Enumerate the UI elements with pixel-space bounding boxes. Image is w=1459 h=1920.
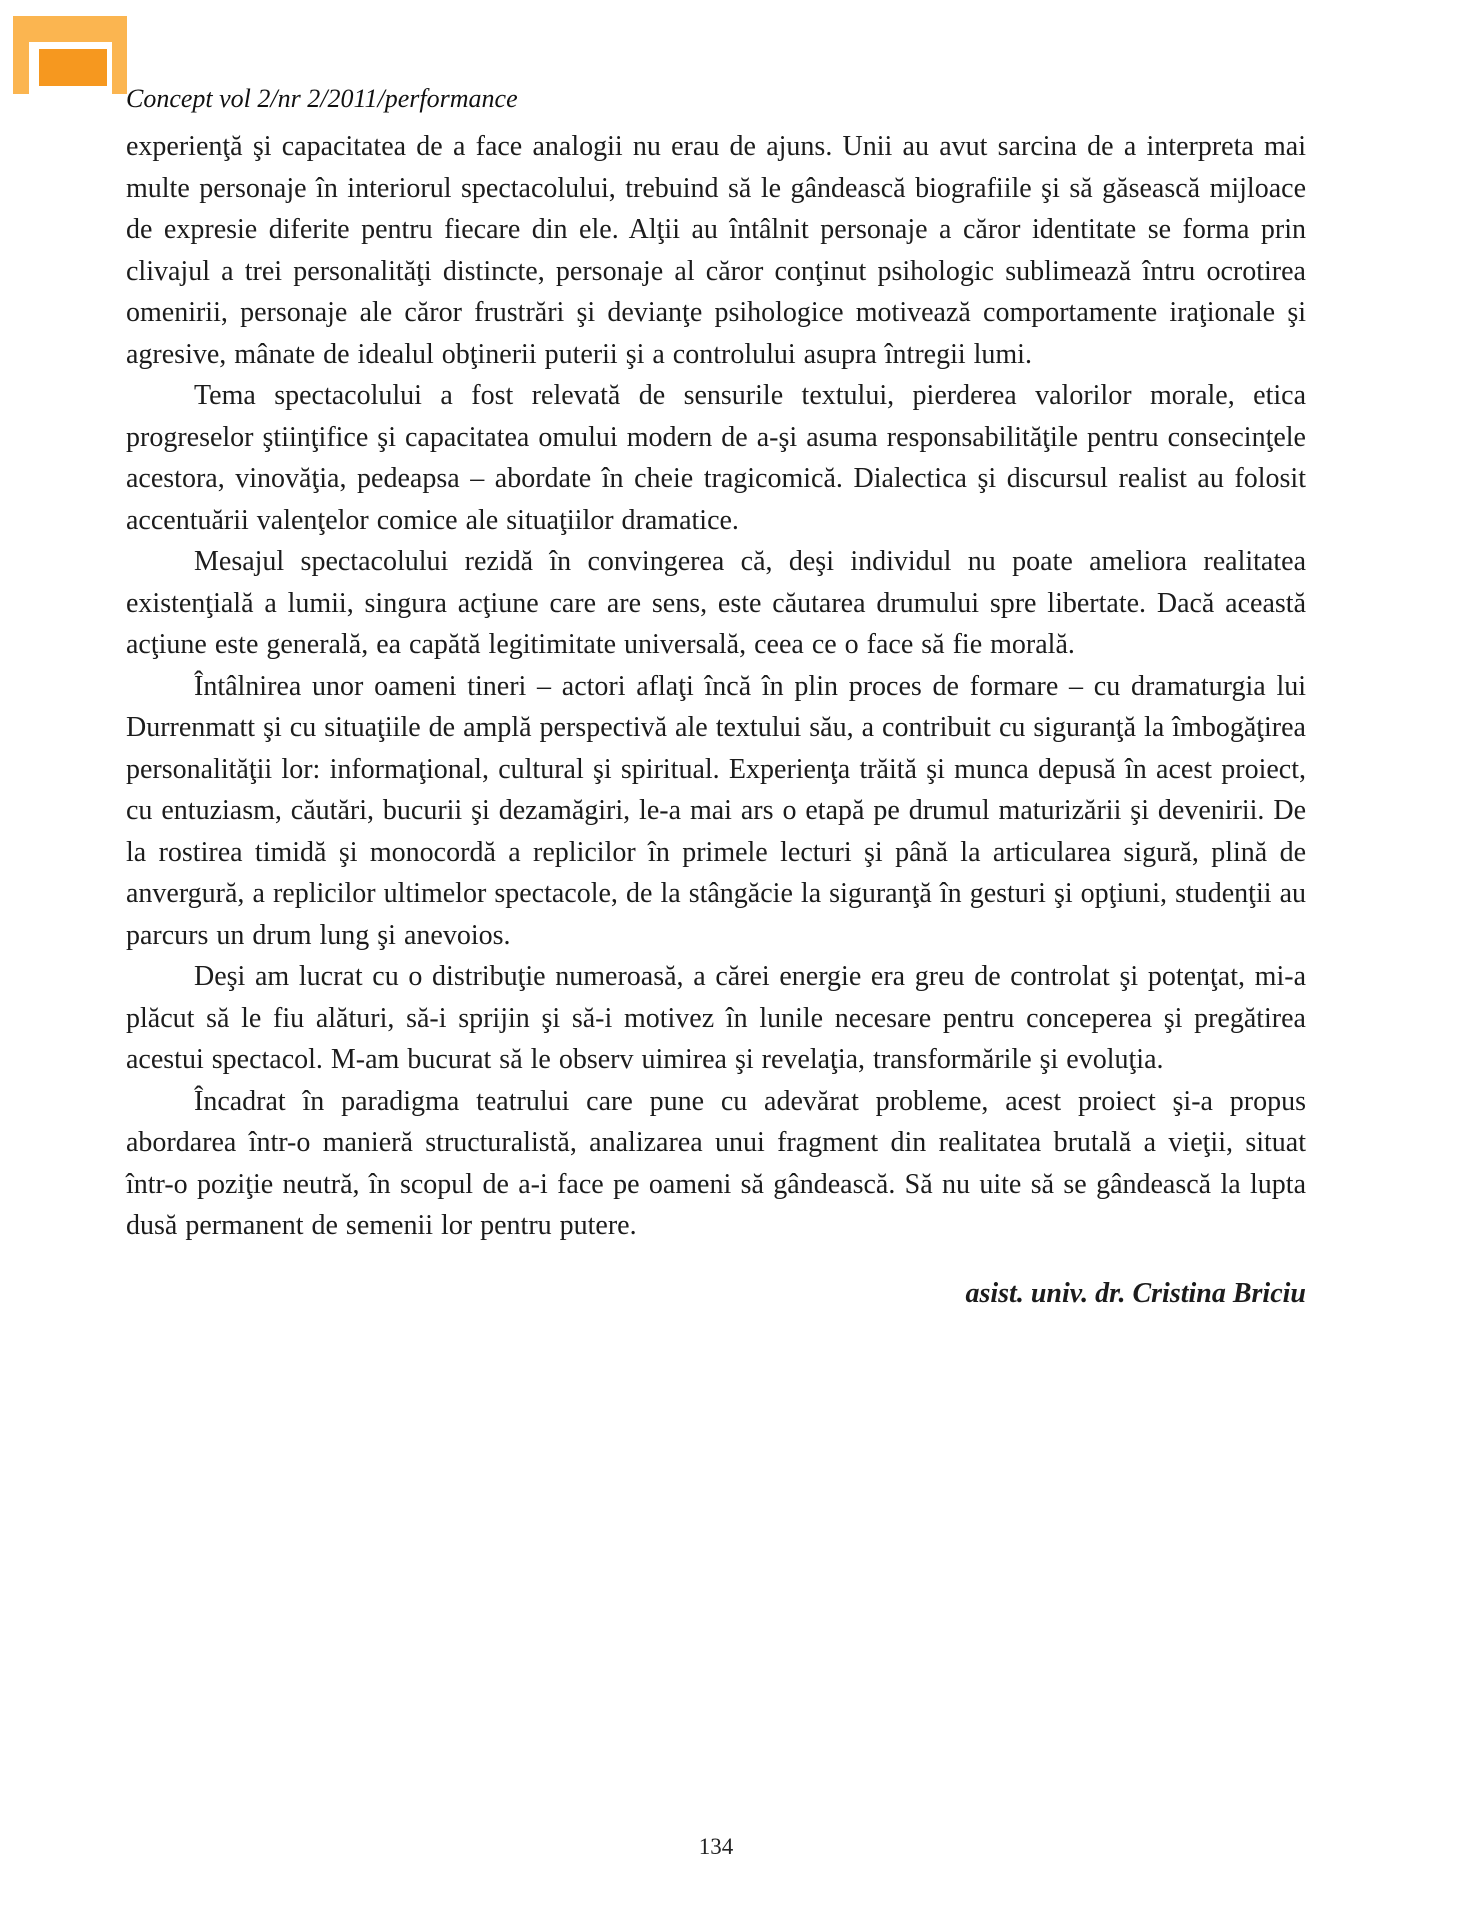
paragraph: Încadrat în paradigma teatrului care pune cu adevărat probleme, acest proiect şi-a propus abordarea într-o manieră structuralistă, analizarea unui fragment din realitatea brutală a vieţii, situat într-o poziţie neutră, în scopul de a-i face pe oameni să gândească. Să nu uite să se gândească la lupta dusă permanent de semenii lor pentru putere. <box>126 1085 1306 1241</box>
paragraph: Tema spectacolului a fost relevată de sensurile textului, pierderea valorilor morale, etica progreselor ştiinţifice şi capacitatea omului modern de a-şi asuma responsabilităţile pentru consecinţele acestora, vinovăţia, pedeapsa – abordate în cheie tragicomică. Dialectica şi discursul realist au folosit accentuării valenţelor comice ale situaţiilor dramatice. <box>126 380 1306 536</box>
paragraph: Deşi am lucrat cu o distribuţie numeroasă, a cărei energie era greu de controlat şi potenţat, mi-a plăcut să le fiu alături, să-i sprijin şi să-i motivez în lunile necesare pentru conceperea şi pregătirea acestui spectacol. M-am bucurat să le observ uimirea şi revelaţia, transformările şi evoluţia. <box>126 961 1306 1075</box>
paragraph: Mesajul spectacolului rezidă în convingerea că, deşi individul nu poate ameliora realitatea existenţială a lumii, singura acţiune care are sens, este căutarea drumului spre libertate. Dacă această acţiune este generală, ea capătă legitimitate universală, ceea ce o face să fie morală. <box>126 546 1306 660</box>
paragraph: experienţă şi capacitatea de a face analogii nu erau de ajuns. Unii au avut sarcina de a interpreta mai multe personaje în interiorul spectacolului, trebuind să le gândească biografiile şi să găsească mijloace de expresie diferite pentru fiecare din ele. Alţii au întâlnit personaje a căror identitate se forma prin clivajul a trei personalităţi distincte, personaje al căror conţinut psihologic sublimează întru ocrotirea omenirii, personaje ale căror frustrări şi devianţe psihologice motivează comportamente iraţionale şi agresive, mânate de idealul obţinerii puterii şi a controlului asupra întregii lumi. <box>126 131 1306 370</box>
page-number: 134 <box>698 1834 734 1859</box>
article-body <box>126 126 1306 1314</box>
paragraph: Întâlnirea unor oameni tineri – actori aflaţi încă în plin proces de formare – cu dramaturgia lui Durrenmatt şi cu situaţiile de amplă perspectivă ale textului său, a contribuit cu siguranţă la îmbogăţirea personalităţii lor: informaţional, cultural şi spiritual. Experienţa trăită şi munca depusă în acest proiect, cu entuziasm, căutări, bucurii şi dezamăgiri, le-a mai ars o etapă pe drumul maturizării şi devenirii. De la rostirea timidă şi monocordă a replicilor în primele lecturi şi până la articularea sigură, plină de anvergură, a replicilor ultimelor spectacole, de la stângăcie la siguranţă în gesturi şi opţiuni, studenţii au parcurs un drum lung şi anevoios. <box>126 670 1306 951</box>
author-signature: asist. univ. dr. Cristina Briciu <box>965 1277 1306 1309</box>
journal-header: Concept vol 2/nr 2/2011/performance <box>126 84 518 113</box>
logo-inner-rectangle <box>39 49 107 86</box>
concept-journal-logo-icon <box>13 16 127 94</box>
